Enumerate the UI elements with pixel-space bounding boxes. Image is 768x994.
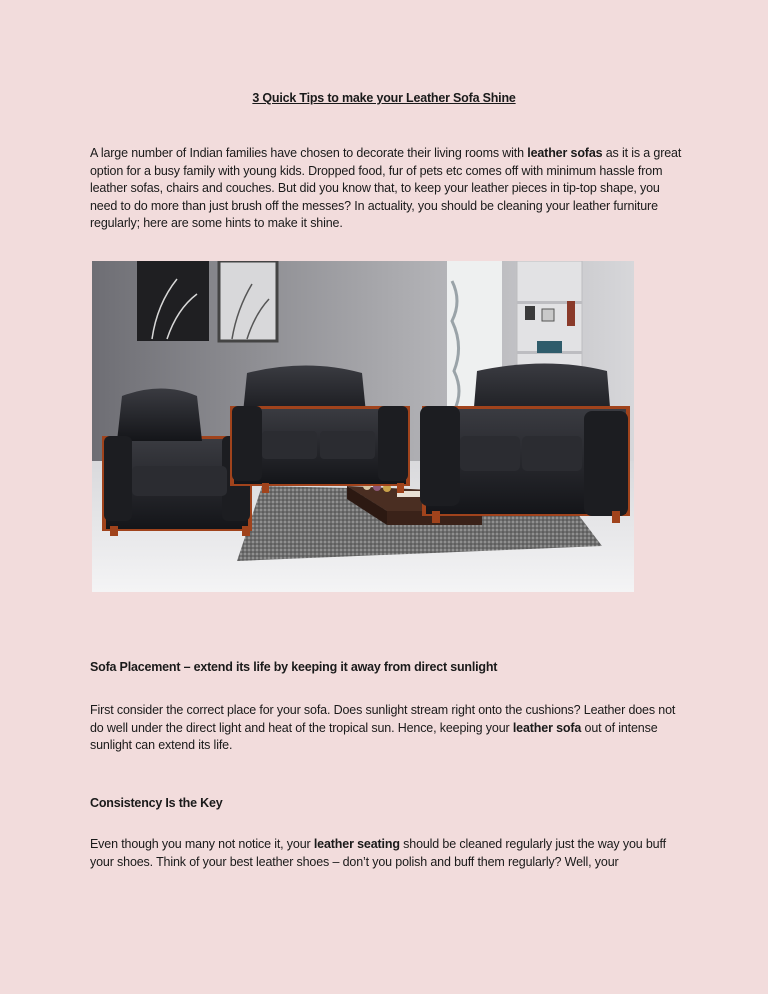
document-title: 3 Quick Tips to make your Leather Sofa Shine xyxy=(252,91,516,105)
consistency-paragraph xyxy=(90,836,690,871)
intro-text-2: as it is a great option for a busy family with young kids. Dropped food, fur of pets etc comes off with minimum hassle from leather sofas, chairs and couches. But did you know that, to keep your leather pieces in tip-top shape, you need to do more than just brush off the messes? In actuality, you should be cleaning your leather furniture regularly; here are some hints to make it shine. xyxy=(90,146,682,230)
placement-text-2: out of intense sunlight can extend its life. xyxy=(90,720,658,752)
leather-sofa-set-photo xyxy=(92,261,634,592)
placement-bold-leather-sofa: leather sofa xyxy=(512,720,582,735)
consistency-text-2: should be cleaned regularly just the way you buff your shoes. Think of your best leather shoes – don’t you polish and buff them regularly? Well, your xyxy=(90,837,666,869)
sofa-placement-paragraph xyxy=(90,702,690,755)
consistency-text-1: Even though you many not notice it, your xyxy=(90,837,314,851)
section-heading-consistency: Consistency Is the Key xyxy=(90,796,223,810)
placement-text-1: First consider the correct place for your sofa. Does sunlight stream right onto the cushions? Leather does not do well under the direct light and heat of the tropical sun. Hence, keeping your xyxy=(90,703,676,735)
intro-bold-leather-sofas: leather sofas xyxy=(527,146,603,160)
section-heading-sofa-placement: Sofa Placement – extend its life by keeping it away from direct sunlight xyxy=(90,660,498,674)
intro-paragraph xyxy=(90,145,690,233)
intro-text-1: A large number of Indian families have chosen to decorate their living rooms with xyxy=(90,146,528,160)
consistency-bold-leather-seating: leather seating xyxy=(313,837,400,851)
